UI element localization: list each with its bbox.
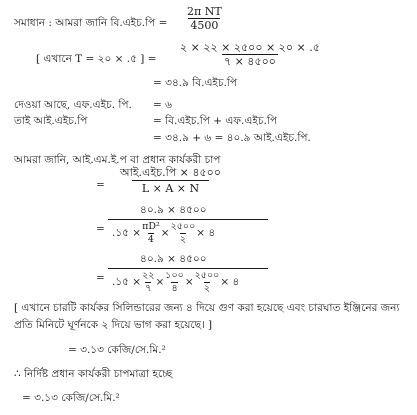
step2-numerator: ৪০.৯ × ৪৫০০ bbox=[140, 204, 207, 216]
given-t-denominator: ৭ × ৪৫০০ bbox=[223, 55, 276, 68]
times-sign: × bbox=[155, 275, 165, 288]
imep-formula bbox=[110, 167, 231, 194]
imep-numerator: আই.এইচ.পি × ৪৫০০ bbox=[120, 166, 221, 179]
imep-equals: = bbox=[96, 179, 105, 191]
ihp-formula: = বি.এইচ.পি + এফ.এইচ.পি bbox=[153, 115, 277, 127]
step3-denominator bbox=[112, 271, 239, 293]
fhp-value: = ৬ bbox=[153, 99, 172, 111]
step2-piD2-fraction bbox=[142, 222, 160, 244]
given-t-numerator: ২ × ২২ × ২৫০০ × ২০ × .৫ bbox=[180, 41, 320, 54]
step3-area-fraction bbox=[165, 271, 184, 293]
step3-pi-num: ২২ bbox=[142, 270, 155, 281]
step3-numerator: ৪০.৯ × ৪৫০০ bbox=[140, 253, 207, 265]
times-sign: × bbox=[160, 226, 170, 239]
conclusion-text: ∴ নির্দিষ্ট প্রধান কার্যকরী চাপমাত্রা হচ্ছে bbox=[14, 368, 173, 380]
bhp-formula bbox=[185, 6, 224, 31]
step2-fraction-bar bbox=[108, 219, 268, 220]
solution-label: সমাধান : আমরা জানি বি.এইচ.পি = bbox=[14, 17, 168, 29]
step3-rpm-num: ২৫০০ bbox=[194, 270, 220, 281]
step3-pi-den: ৭ bbox=[145, 282, 152, 294]
ihp-label: তাই আই.এইচ.পি bbox=[14, 115, 88, 127]
step3-pi-fraction bbox=[142, 271, 154, 293]
step3-area-den: ৪ bbox=[171, 282, 178, 294]
fhp-label: দেওয়া আছে, এফ.এইচ. পি. bbox=[14, 99, 132, 111]
given-t-label: [ এখানে T = ২০ × .৫ ] = bbox=[36, 53, 157, 65]
ihp-calc: = ৩৪.৯ + ৬ = ৪০.৯ আই.এইচ.পি. bbox=[153, 132, 311, 144]
step3-rpm-den: ২ bbox=[203, 282, 211, 294]
result-value-2: = ৩.১৩ কেজি/সে.মি.² bbox=[22, 392, 120, 404]
step2-factor1: .১৫ × bbox=[112, 226, 142, 239]
imep-intro: আমরা জানি, আই.এম.ই.প বা প্রধান কার্যকরী চাপ bbox=[14, 154, 221, 166]
step2-equals: = bbox=[96, 223, 105, 235]
result-value-1: = ৩.১৩ কেজি/সে.মি.² bbox=[68, 344, 166, 356]
step3-equals: = bbox=[96, 272, 105, 284]
bhp-result: = ৩৪.৯ বি.এইচ.পি bbox=[153, 77, 238, 89]
step3-fraction-bar bbox=[108, 268, 268, 269]
step2-denominator bbox=[112, 222, 215, 244]
step2-tail: × ৪ bbox=[196, 226, 216, 239]
step3-rpm-fraction bbox=[195, 271, 220, 293]
bhp-formula-denominator: 4500 bbox=[190, 19, 219, 32]
step3-area-num: ১০০ bbox=[165, 270, 184, 281]
bhp-formula-numerator: 2π NT bbox=[187, 5, 222, 18]
given-t-calc bbox=[178, 42, 322, 67]
times-sign: × bbox=[184, 275, 194, 288]
step2-piD2-den: 4 bbox=[147, 233, 154, 245]
imep-denominator: L × A × N bbox=[132, 180, 209, 194]
step3-tail: × ৪ bbox=[220, 275, 240, 288]
step2-rpm-num: ২৫০০ bbox=[170, 221, 196, 232]
step2-rpm-den: ২ bbox=[179, 233, 187, 245]
note-paragraph: [ এখানে চারটি কার্যকর সিলিন্ডারের জন্য ৪ দিয়ে গুণ করা হয়েছে এবং চারঘাত ইঞ্জিনের জন্য প্রতি মিনিটে ঘূর্ণনকে ২ দিয়ে ভাগ করা হয়েছে। ] bbox=[14, 302, 400, 331]
step2-rpm-fraction bbox=[171, 222, 196, 244]
step3-factor1: .১৫ × bbox=[112, 275, 142, 288]
step2-piD2-num: πD² bbox=[142, 221, 160, 232]
